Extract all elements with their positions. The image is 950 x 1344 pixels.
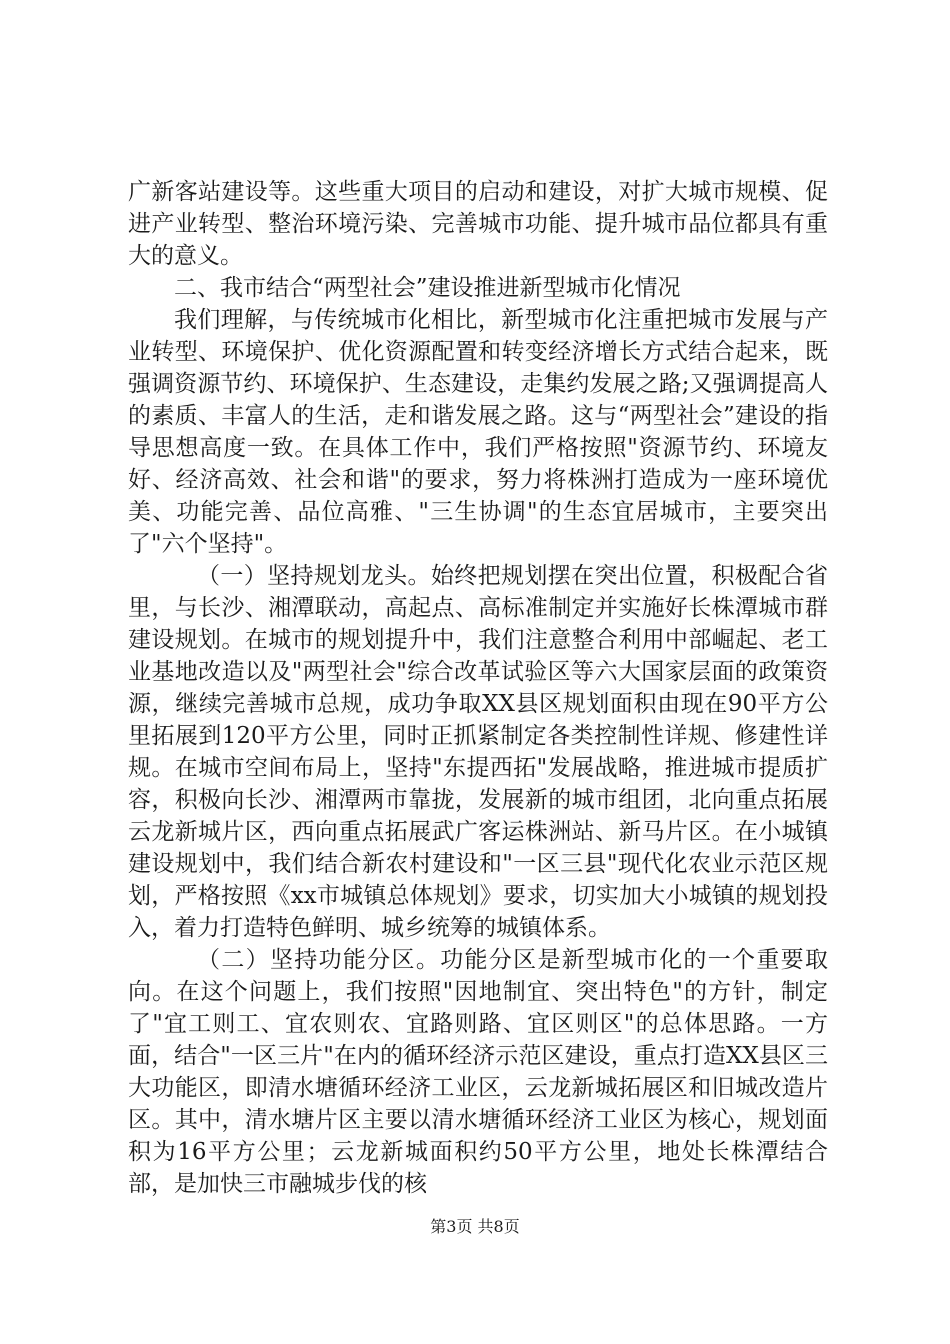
paragraph-continuation: 广新客站建设等。这些重大项目的启动和建设，对扩大城市规模、促进产业转型、整治环境污染、完善城市功能、提升城市品位都具有重大的意义。: [128, 179, 828, 269]
paragraph-planning: （一）坚持规划龙头。始终把规划摆在突出位置，积极配合省里，与长沙、湘潭联动，高起点、高标准制定并实施好长株潭城市群建设规划。在城市的规划提升中，我们注意整合利用中部崛起、老工业基地改造以及"两型社会"综合改革试验区等六大国家层面的政策资源，继续完善城市总规，成功争取XX县区规划面积由现在90平方公里拓展到120平方公里，同时正抓紧制定各类控制性详规、修建性详规。在城市空间布局上，坚持"东提西拓"发展战略，推进城市提质扩容，积极向长沙、湘潭两市靠拢，发展新的城市组团，北向重点拓展云龙新城片区，西向重点拓展武广客运株洲站、新马片区。在小城镇建设规划中，我们结合新农村建设和"一区三县"现代化农业示范区规划，严格按照《xx市城镇总体规划》要求，切实加大小城镇的规划投入，着力打造特色鲜明、城乡统筹的城镇体系。: [128, 563, 828, 941]
page-number-footer: 第3页 共8页: [430, 1217, 520, 1236]
paragraph-zoning: （二）坚持功能分区。功能分区是新型城市化的一个重要取向。在这个问题上，我们按照"因地制宜、突出特色"的方针，制定了"宜工则工、宜农则农、宜路则路、宜区则区"的总体思路。一方面，结合"一区三片"在内的循环经济示范区建设，重点打造XX县区三大功能区，即清水塘循环经济工业区，云龙新城拓展区和旧城改造片区。其中，清水塘片区主要以清水塘循环经济工业区为核心，规划面积为16平方公里；云龙新城面积约50平方公里，地处长株潭结合部，是加快三市融城步伐的核: [128, 947, 828, 1197]
document-body: [128, 176, 828, 1200]
paragraph-intro: 我们理解，与传统城市化相比，新型城市化注重把城市发展与产业转型、环境保护、优化资源配置和转变经济增长方式结合起来，既强调资源节约、环境保护、生态建设，走集约发展之路;又强调提高人的素质、丰富人的生活，走和谐发展之路。这与“两型社会”建设的指导思想高度一致。在具体工作中，我们严格按照"资源节约、环境友好、经济高效、社会和谐"的要求，努力将株洲打造成为一座环境优美、功能完善、品位高雅、"三生协调"的生态宜居城市，主要突出了"六个坚持"。: [128, 307, 828, 557]
section-heading: 二、我市结合“两型社会”建设推进新型城市化情况: [174, 275, 681, 301]
